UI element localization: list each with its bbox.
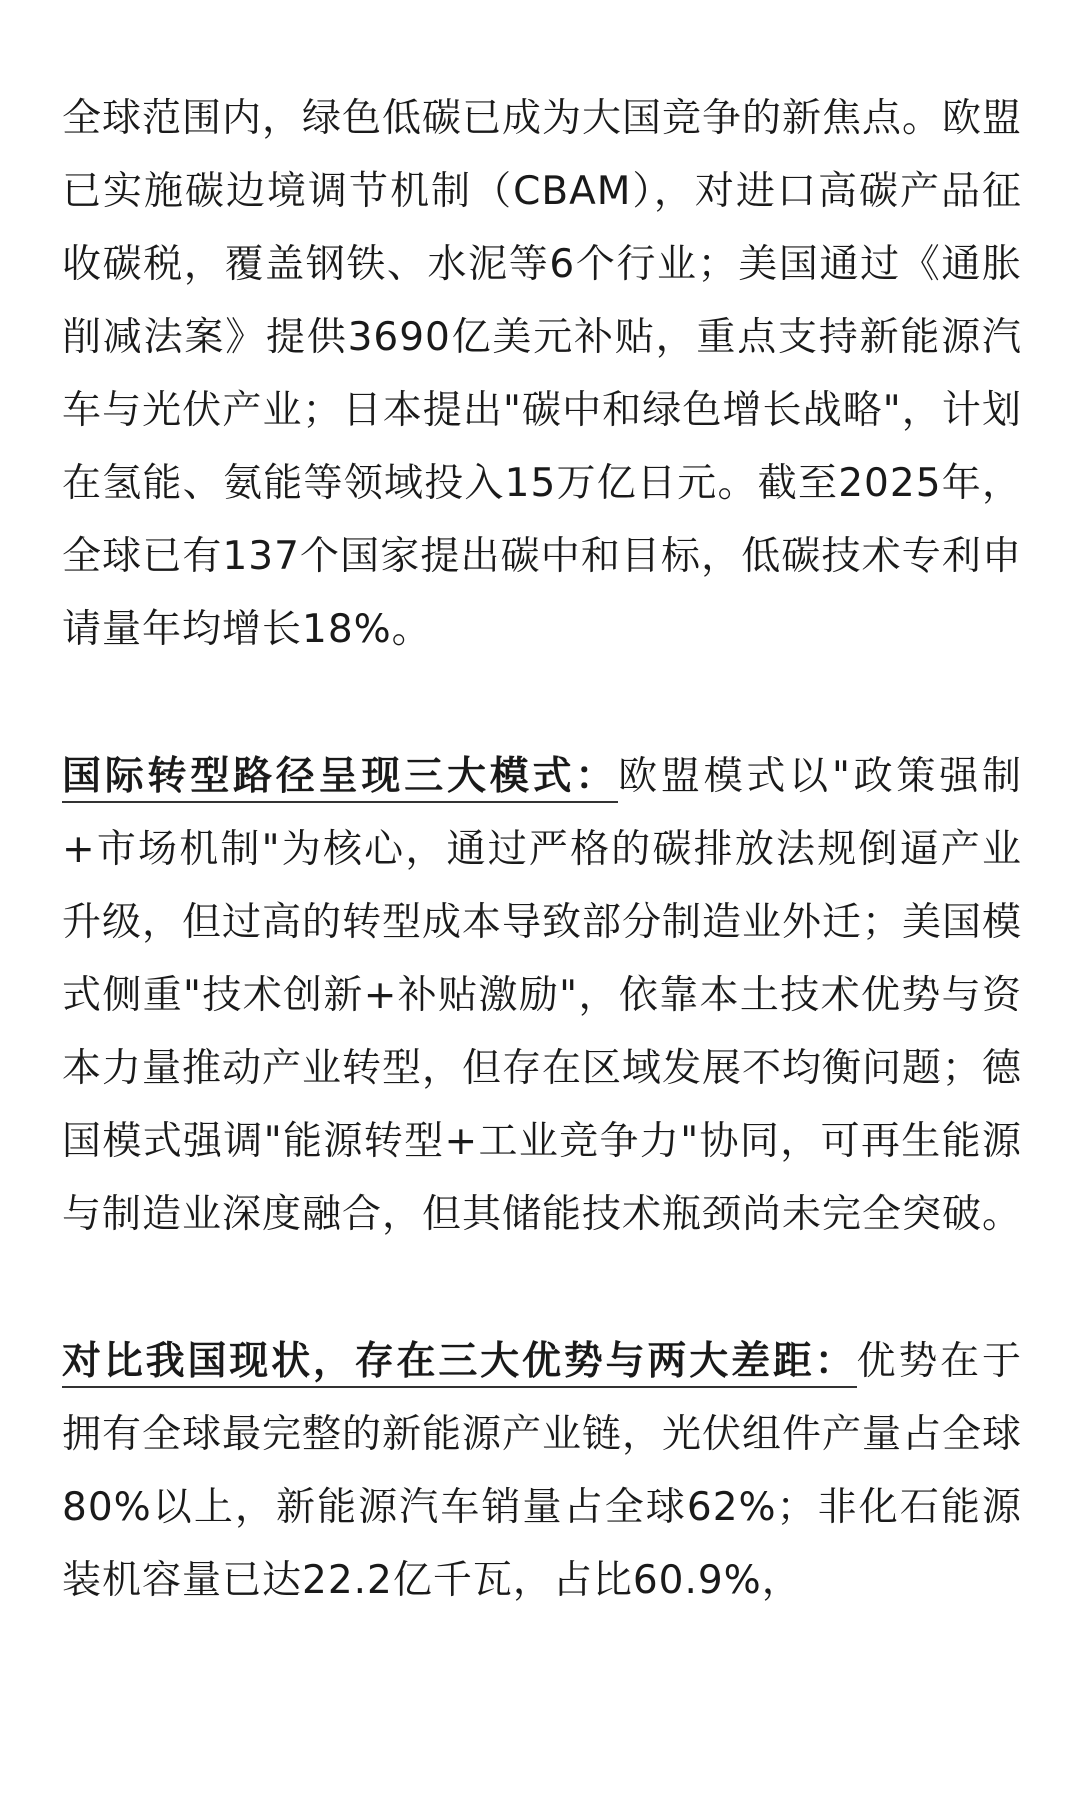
paragraph-text: 全球范围内，绿色低碳已成为大国竞争的新焦点。欧盟已实施碳边境调节机制（CBAM），对进口高碳产品征收碳税，覆盖钢铁、水泥等6个行业；美国通过《通胀削减法案》提供3690亿美元补贴，重点支持新能源汽车与光伏产业；日本提出"碳中和绿色增长战略"，计划在氢能、氨能等领域投入15万亿日元。截至2025年，全球已有137个国家提出碳中和目标，低碳技术专利申请量年均增长18%。 bbox=[62, 96, 1023, 652]
paragraph-text: 优势在于拥有全球最完整的新能源产业链，光伏组件产量占全球80%以上，新能源汽车销量占全球62%；非化石能源装机容量已达22.2亿千瓦，占比60.9%， bbox=[62, 1339, 1023, 1603]
paragraph-china-comparison bbox=[62, 1325, 1022, 1617]
paragraph-text: 欧盟模式以"政策强制+市场机制"为核心，通过严格的碳排放法规倒逼产业升级，但过高的转型成本导致部分制造业外迁；美国模式侧重"技术创新+补贴激励"，依靠本土技术优势与资本力量推动产业转型，但存在区域发展不均衡问题；德国模式强调"能源转型+工业竞争力"协同，可再生能源与制造业深度融合，但其储能技术瓶颈尚未完全突破。 bbox=[62, 754, 1023, 1237]
paragraph-international-models bbox=[62, 740, 1022, 1251]
paragraph-global-context bbox=[62, 82, 1022, 666]
paragraph-lead-heading: 对比我国现状，存在三大优势与两大差距： bbox=[62, 1339, 857, 1388]
article-body bbox=[62, 82, 1022, 1617]
paragraph-lead-heading: 国际转型路径呈现三大模式： bbox=[62, 754, 618, 803]
